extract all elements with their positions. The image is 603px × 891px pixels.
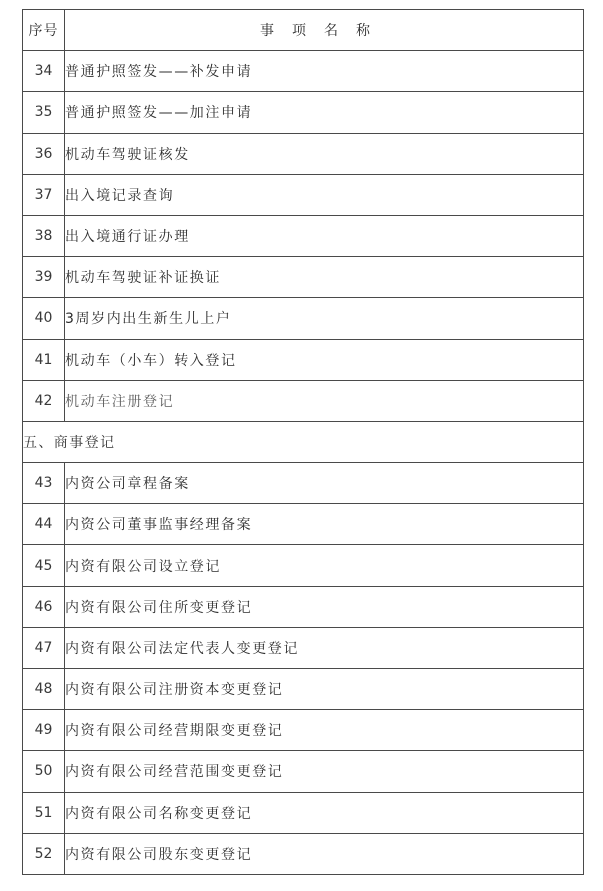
item-name: 普通护照签发——加注申请 <box>65 92 584 133</box>
table-row <box>23 92 584 133</box>
table-row <box>23 298 584 339</box>
row-number: 41 <box>23 339 65 380</box>
item-name: 内资有限公司法定代表人变更登记 <box>65 627 584 668</box>
item-name: 3周岁内出生新生儿上户 <box>65 298 584 339</box>
table-row <box>23 215 584 256</box>
row-number: 48 <box>23 669 65 710</box>
row-number: 49 <box>23 710 65 751</box>
row-number: 35 <box>23 92 65 133</box>
table-row <box>23 257 584 298</box>
row-number: 40 <box>23 298 65 339</box>
row-number: 38 <box>23 215 65 256</box>
item-name: 内资有限公司设立登记 <box>65 545 584 586</box>
row-number: 37 <box>23 174 65 215</box>
row-number: 44 <box>23 504 65 545</box>
item-name: 机动车（小车）转入登记 <box>65 339 584 380</box>
section-row <box>23 421 584 462</box>
item-name: 出入境通行证办理 <box>65 215 584 256</box>
table-row <box>23 380 584 421</box>
row-number: 52 <box>23 833 65 874</box>
table-row <box>23 51 584 92</box>
row-number: 42 <box>23 380 65 421</box>
row-number: 47 <box>23 627 65 668</box>
section-heading: 五、商事登记 <box>23 421 584 462</box>
item-name: 出入境记录查询 <box>65 174 584 215</box>
row-number: 43 <box>23 463 65 504</box>
row-number: 51 <box>23 792 65 833</box>
table-row <box>23 504 584 545</box>
table-row <box>23 174 584 215</box>
item-name: 内资公司章程备案 <box>65 463 584 504</box>
row-number: 50 <box>23 751 65 792</box>
table-row <box>23 710 584 751</box>
table-header-row <box>23 10 584 51</box>
item-name: 机动车驾驶证核发 <box>65 133 584 174</box>
item-name: 机动车注册登记 <box>65 380 584 421</box>
item-name: 机动车驾驶证补证换证 <box>65 257 584 298</box>
service-items-table <box>22 9 584 875</box>
table-row <box>23 669 584 710</box>
item-name: 内资有限公司经营期限变更登记 <box>65 710 584 751</box>
item-name: 内资有限公司注册资本变更登记 <box>65 669 584 710</box>
table-row <box>23 133 584 174</box>
table-row <box>23 586 584 627</box>
table-row <box>23 545 584 586</box>
table-row <box>23 627 584 668</box>
row-number: 45 <box>23 545 65 586</box>
row-number: 36 <box>23 133 65 174</box>
table-row <box>23 751 584 792</box>
item-name: 内资有限公司住所变更登记 <box>65 586 584 627</box>
item-name: 内资有限公司名称变更登记 <box>65 792 584 833</box>
item-name: 内资有限公司经营范围变更登记 <box>65 751 584 792</box>
column-header-name: 事项名称 <box>65 10 584 51</box>
item-name: 普通护照签发——补发申请 <box>65 51 584 92</box>
row-number: 46 <box>23 586 65 627</box>
item-name: 内资公司董事监事经理备案 <box>65 504 584 545</box>
item-name: 内资有限公司股东变更登记 <box>65 833 584 874</box>
table-row <box>23 833 584 874</box>
row-number: 34 <box>23 51 65 92</box>
table-row <box>23 792 584 833</box>
table-row <box>23 339 584 380</box>
row-number: 39 <box>23 257 65 298</box>
column-header-no: 序号 <box>23 10 65 51</box>
table-row <box>23 463 584 504</box>
